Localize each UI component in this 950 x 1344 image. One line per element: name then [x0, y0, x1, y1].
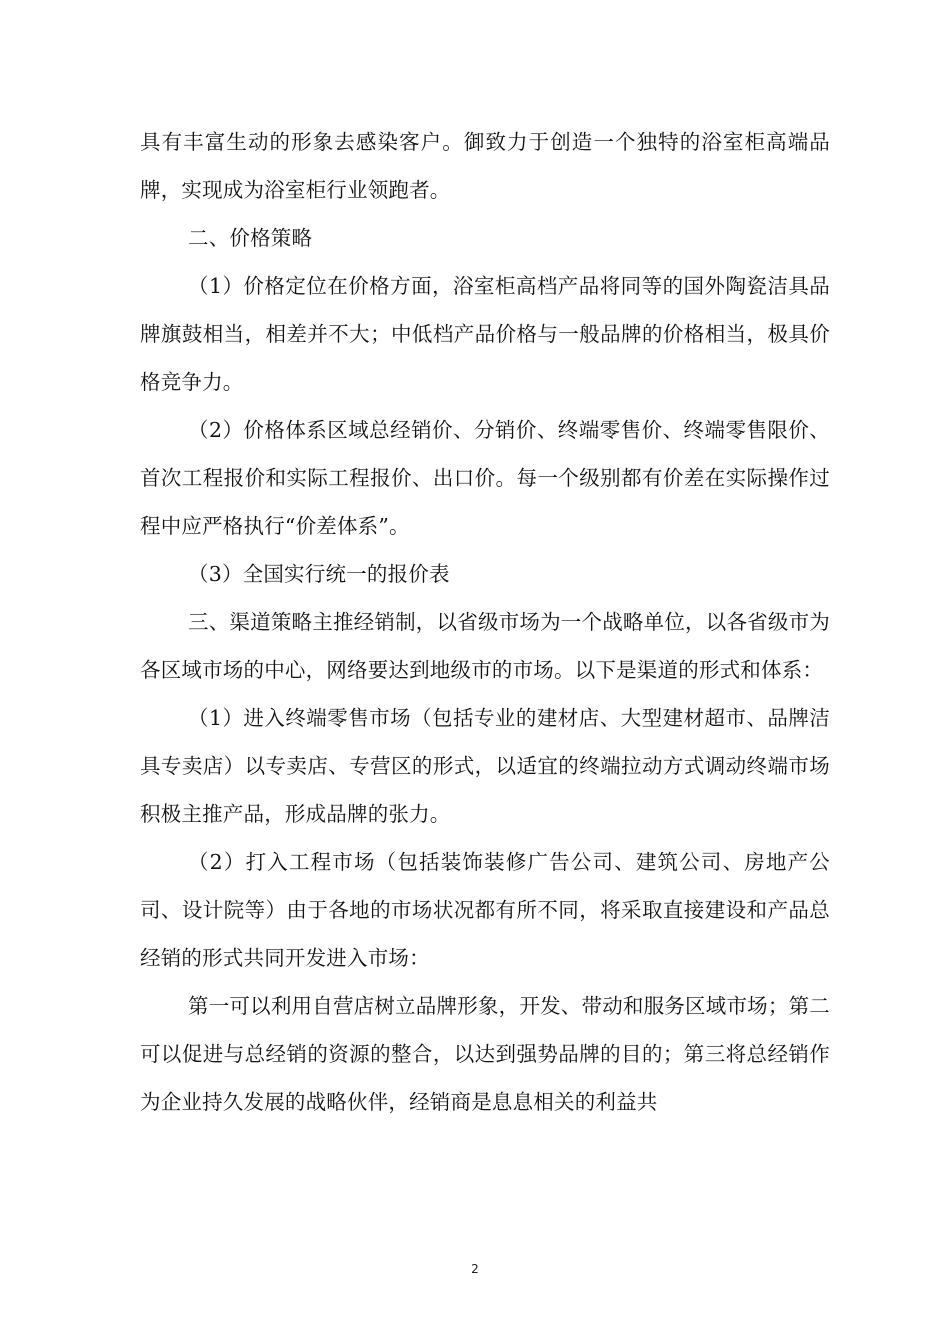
paragraph-retail-market: （1）进入终端零售市场（包括专业的建材店、大型建材超市、品牌洁具专卖店）以专卖店、专营区的形式，以适宜的终端拉动方式调动终端市场积极主推产品，形成品牌的张力。 [140, 706, 830, 826]
paragraph-channel-strategy: 三、渠道策略主推经销制，以省级市场为一个战略单位，以各省级市为各区域市场的中心，网络要达到地级市的市场。以下是渠道的形式和体系： [140, 610, 830, 682]
paragraph-unified-quote: （3）全国实行统一的报价表 [188, 562, 450, 586]
heading-price-strategy: 二、价格策略 [188, 226, 313, 250]
document-body [140, 118, 830, 1126]
paragraph-engineering-market: （2）打入工程市场（包括装饰装修广告公司、建筑公司、房地产公司、设计院等）由于各地的市场状况都有所不同，将采取直接建设和产品总经销的形式共同开发进入市场： [140, 850, 830, 970]
paragraph-brand-image: 具有丰富生动的形象去感染客户。御致力于创造一个独特的浴室柜高端品牌，实现成为浴室柜行业领跑者。 [140, 130, 830, 202]
paragraph-advantages: 第一可以利用自营店树立品牌形象，开发、带动和服务区域市场；第二可以促进与总经销的资源的整合，以达到强势品牌的目的；第三将总经销作为企业持久发展的战略伙伴，经销商是息息相关的利益共 [140, 994, 830, 1114]
page-number: 2 [471, 1262, 479, 1276]
paragraph-price-positioning: （1）价格定位在价格方面，浴室柜高档产品将同等的国外陶瓷洁具品牌旗鼓相当，相差并不大；中低档产品价格与一般品牌的价格相当，极具价格竞争力。 [140, 274, 830, 394]
paragraph-price-system: （2）价格体系区域总经销价、分销价、终端零售价、终端零售限价、首次工程报价和实际工程报价、出口价。每一个级别都有价差在实际操作过程中应严格执行“价差体系”。 [140, 418, 830, 538]
